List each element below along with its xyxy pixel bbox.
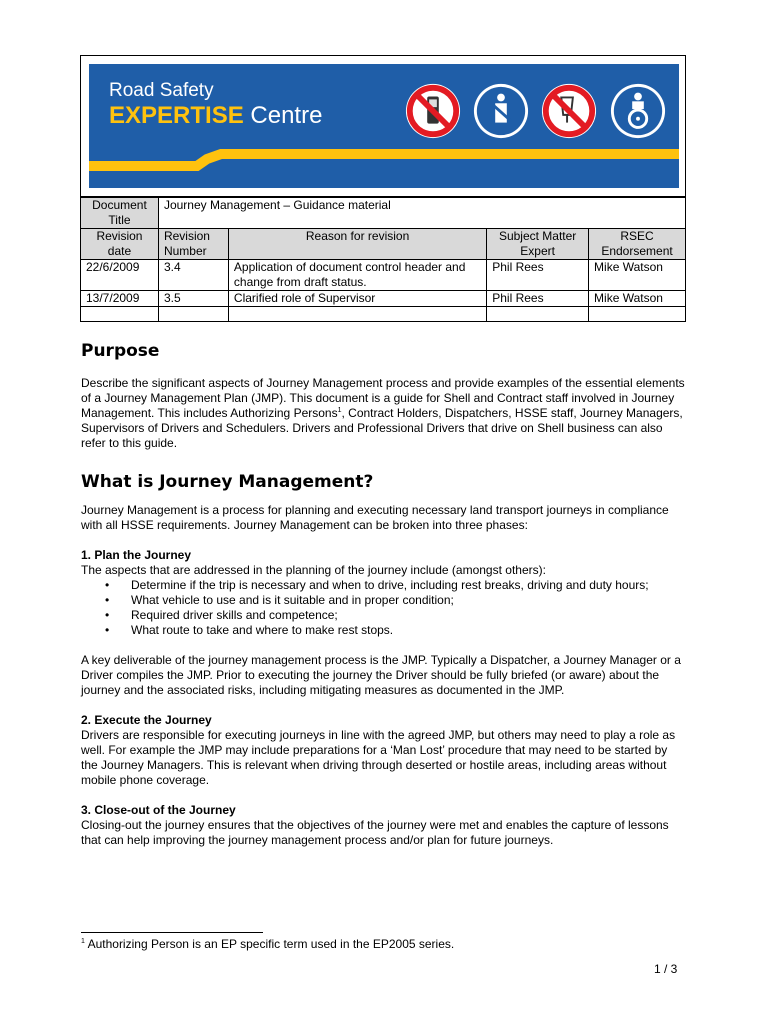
column-header: Subject Matter Expert — [487, 229, 589, 260]
table-cell: Phil Rees — [487, 291, 589, 307]
document-control-table — [80, 197, 686, 322]
title-label-cell: Document Title — [81, 198, 159, 229]
list-item: • What route to take and where to make rest stops. — [81, 623, 687, 638]
brand-banner — [89, 64, 679, 188]
list-item: • What vehicle to use and is it suitable and in proper condition; — [81, 593, 687, 608]
phase3-title: 3. Close-out of the Journey — [81, 803, 236, 817]
column-header: Revision Number — [158, 229, 228, 260]
phase1-title: 1. Plan the Journey — [81, 548, 192, 562]
phase1-intro: The aspects that are addressed in the planning of the journey include (amongst others): — [81, 563, 546, 577]
table-cell: Mike Watson — [589, 291, 686, 307]
table-cell: Clarified role of Supervisor — [228, 291, 486, 307]
list-item: • Required driver skills and competence; — [81, 608, 687, 623]
phase1-followup: A key deliverable of the journey management process is the JMP. Typically a Dispatcher, a Journey Manager or a Driver compiles the JMP. Prior to executing the journey the Driver should be fully briefed (or aware) about the journey and the associated risks, including mitigating measures as documented in the JMP. — [81, 653, 681, 697]
brand-line1: Road Safety — [109, 80, 214, 101]
table-cell — [487, 307, 589, 322]
brand-line2 — [109, 102, 322, 130]
purpose-heading: Purpose — [81, 341, 160, 361]
document-body — [81, 340, 687, 848]
phase2-title: 2. Execute the Journey — [81, 713, 212, 727]
purpose-text-2: , Contract Holders, Dispatchers, HSSE staff, Journey Managers, Supervisors of Drivers and Schedulers. Drivers and Professional Drivers that drive on Shell business can also refer to this guide. — [81, 406, 683, 450]
no-alcohol-icon — [540, 82, 598, 140]
table-row — [81, 291, 686, 307]
title-value-cell: Journey Management – Guidance material — [158, 198, 685, 229]
no-phone-icon — [404, 82, 462, 140]
column-header: Reason for revision — [228, 229, 486, 260]
table-cell: 13/7/2009 — [81, 291, 159, 307]
table-cell — [81, 307, 159, 322]
what-is-paragraph: Journey Management is a process for planning and executing necessary land transport journeys in compliance with all HSSE requirements. Journey Management can be broken into three phases: — [81, 503, 669, 532]
phase1-list — [81, 578, 687, 638]
table-cell: Application of document control header and change from draft status. — [228, 260, 486, 291]
list-item: • Determine if the trip is necessary and when to drive, including rest breaks, driving and duty hours; — [81, 578, 687, 593]
footnote-reference: 1 — [337, 407, 342, 414]
purpose-text-1: Describe the significant aspects of Journey Management process and provide examples of the essential elements of a Journey Management Plan (JMP). This document is a guide for Shell and Contract staff involved in Journey Management. This includes Authorizing Persons — [81, 376, 685, 420]
table-cell: 22/6/2009 — [81, 260, 159, 291]
purpose-paragraph — [81, 376, 687, 451]
footnote — [81, 937, 454, 952]
page-number: 1 / 3 — [654, 962, 678, 976]
table-cell — [589, 307, 686, 322]
driver-icon — [609, 82, 667, 140]
header-frame — [80, 55, 686, 197]
table-cell: 3.4 — [158, 260, 228, 291]
table-header-row — [81, 229, 686, 260]
column-header: RSEC Endorsement — [589, 229, 686, 260]
table-row — [81, 260, 686, 291]
table-cell — [158, 307, 228, 322]
seatbelt-icon — [472, 82, 530, 140]
footnote-mark: 1 — [81, 938, 85, 945]
table-row — [81, 198, 686, 229]
table-cell: Mike Watson — [589, 260, 686, 291]
footnote-divider — [81, 932, 263, 933]
brand-word: Centre — [250, 102, 323, 129]
column-header: Revision date — [81, 229, 159, 260]
phase2-paragraph: Drivers are responsible for executing journeys in line with the agreed JMP, but others may need to play a role as well. For example the JMP may include preparations for a ‘Man Lost’ procedure that may need to be started by the Journey Managers. This is relevant when driving through deserted or hostile areas, including areas without mobile phone coverage. — [81, 728, 676, 787]
footnote-text: Authorizing Person is an EP specific term used in the EP2005 series. — [84, 937, 455, 951]
phase3-paragraph: Closing-out the journey ensures that the objectives of the journey were met and enables the capture of lessons that can help improving the journey management process and/or plan for future journeys. — [81, 818, 669, 847]
brand-accent: EXPERTISE — [109, 102, 244, 129]
table-cell: Phil Rees — [487, 260, 589, 291]
table-row — [81, 307, 686, 322]
what-is-heading: What is Journey Management? — [81, 472, 374, 492]
table-cell — [228, 307, 486, 322]
table-cell: 3.5 — [158, 291, 228, 307]
